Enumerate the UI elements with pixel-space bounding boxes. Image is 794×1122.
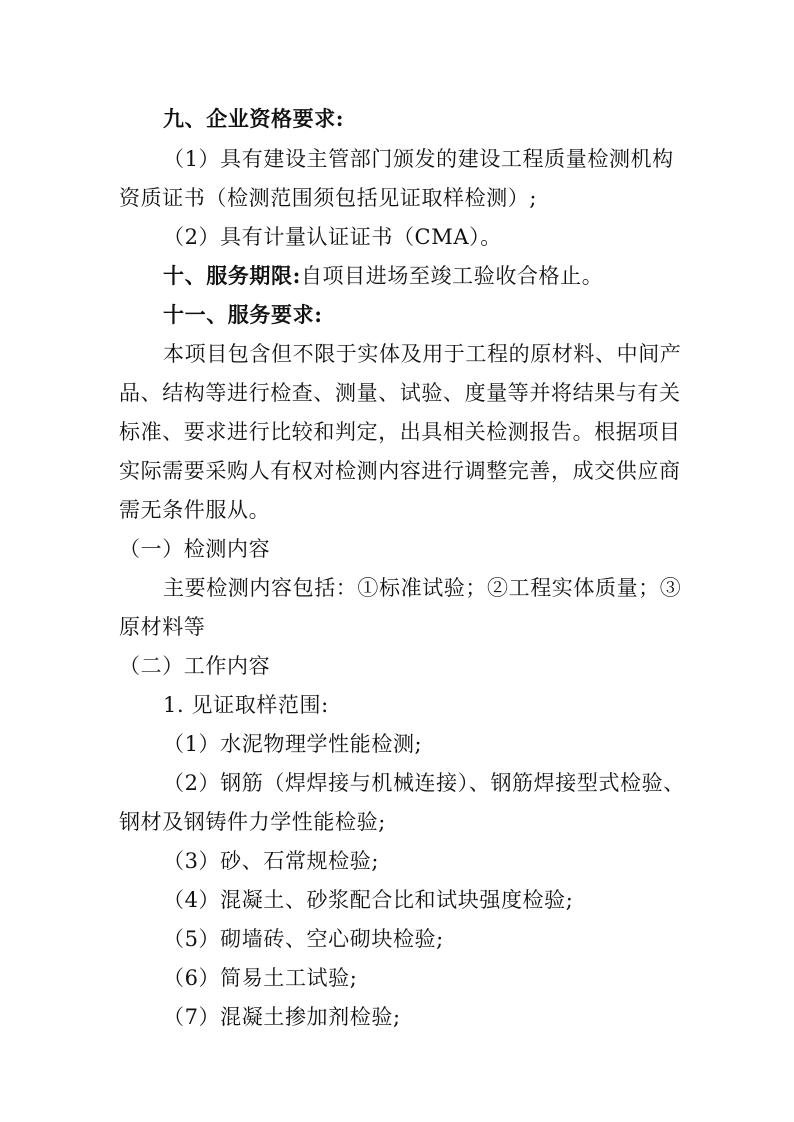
scope-item: （1）水泥物理学性能检测; xyxy=(163,732,423,756)
subsection-2-heading: （二）工作内容 xyxy=(119,654,271,678)
section-11-paragraph-line: 标准、要求进行比较和判定，出具相关检测报告。根据项目 xyxy=(119,420,681,444)
section-11-paragraph-line: 需无条件服从。 xyxy=(119,498,271,522)
scope-item: （3）砂、石常规检验; xyxy=(163,849,380,873)
section-11-paragraph-line: 本项目包含但不限于实体及用于工程的原材料、中间产 xyxy=(163,342,682,366)
section-9-item-2: （2）具有计量认证证书（CMA）。 xyxy=(163,225,502,249)
scope-item: （2）钢筋（焊焊接与机械连接）、钢筋焊接型式检验、 xyxy=(163,771,685,795)
subsection-1-line: 主要检测内容包括：①标准试验；②工程实体质量；③ xyxy=(163,576,682,600)
subsection-1-line: 原材料等 xyxy=(119,615,206,639)
section-9-item-1-line-2: 资质证书（检测范围须包括见证取样检测）; xyxy=(119,186,538,210)
section-11-paragraph-line: 实际需要采购人有权对检测内容进行调整完善，成交供应商 xyxy=(119,459,681,483)
section-9-item-1-line-1: （1）具有建设主管部门颁发的建设工程质量检测机构 xyxy=(163,147,674,171)
section-10-heading: 十、服务期限: xyxy=(163,263,301,288)
section-11-paragraph-line: 品、结构等进行检查、测量、试验、度量等并将结果与有关 xyxy=(119,381,681,405)
section-11-heading: 十一、服务要求: xyxy=(163,302,323,327)
scope-item: （4）混凝土、砂浆配合比和试块强度检验; xyxy=(163,888,574,912)
section-10 xyxy=(163,262,723,290)
section-9-heading: 九、企业资格要求: xyxy=(163,106,345,131)
scope-heading: 1. 见证取样范围: xyxy=(163,693,329,717)
scope-item-continuation: 钢材及钢铸件力学性能检验; xyxy=(119,810,386,834)
subsection-1-heading: （一）检测内容 xyxy=(119,537,271,561)
scope-item: （5）砌墙砖、空心砌块检验; xyxy=(163,927,444,951)
scope-item: （7）混凝土掺加剂检验; xyxy=(163,1005,401,1029)
section-10-text: 自项目进场至竣工验收合格止。 xyxy=(300,264,604,288)
scope-item: （6）简易土工试验; xyxy=(163,966,358,990)
